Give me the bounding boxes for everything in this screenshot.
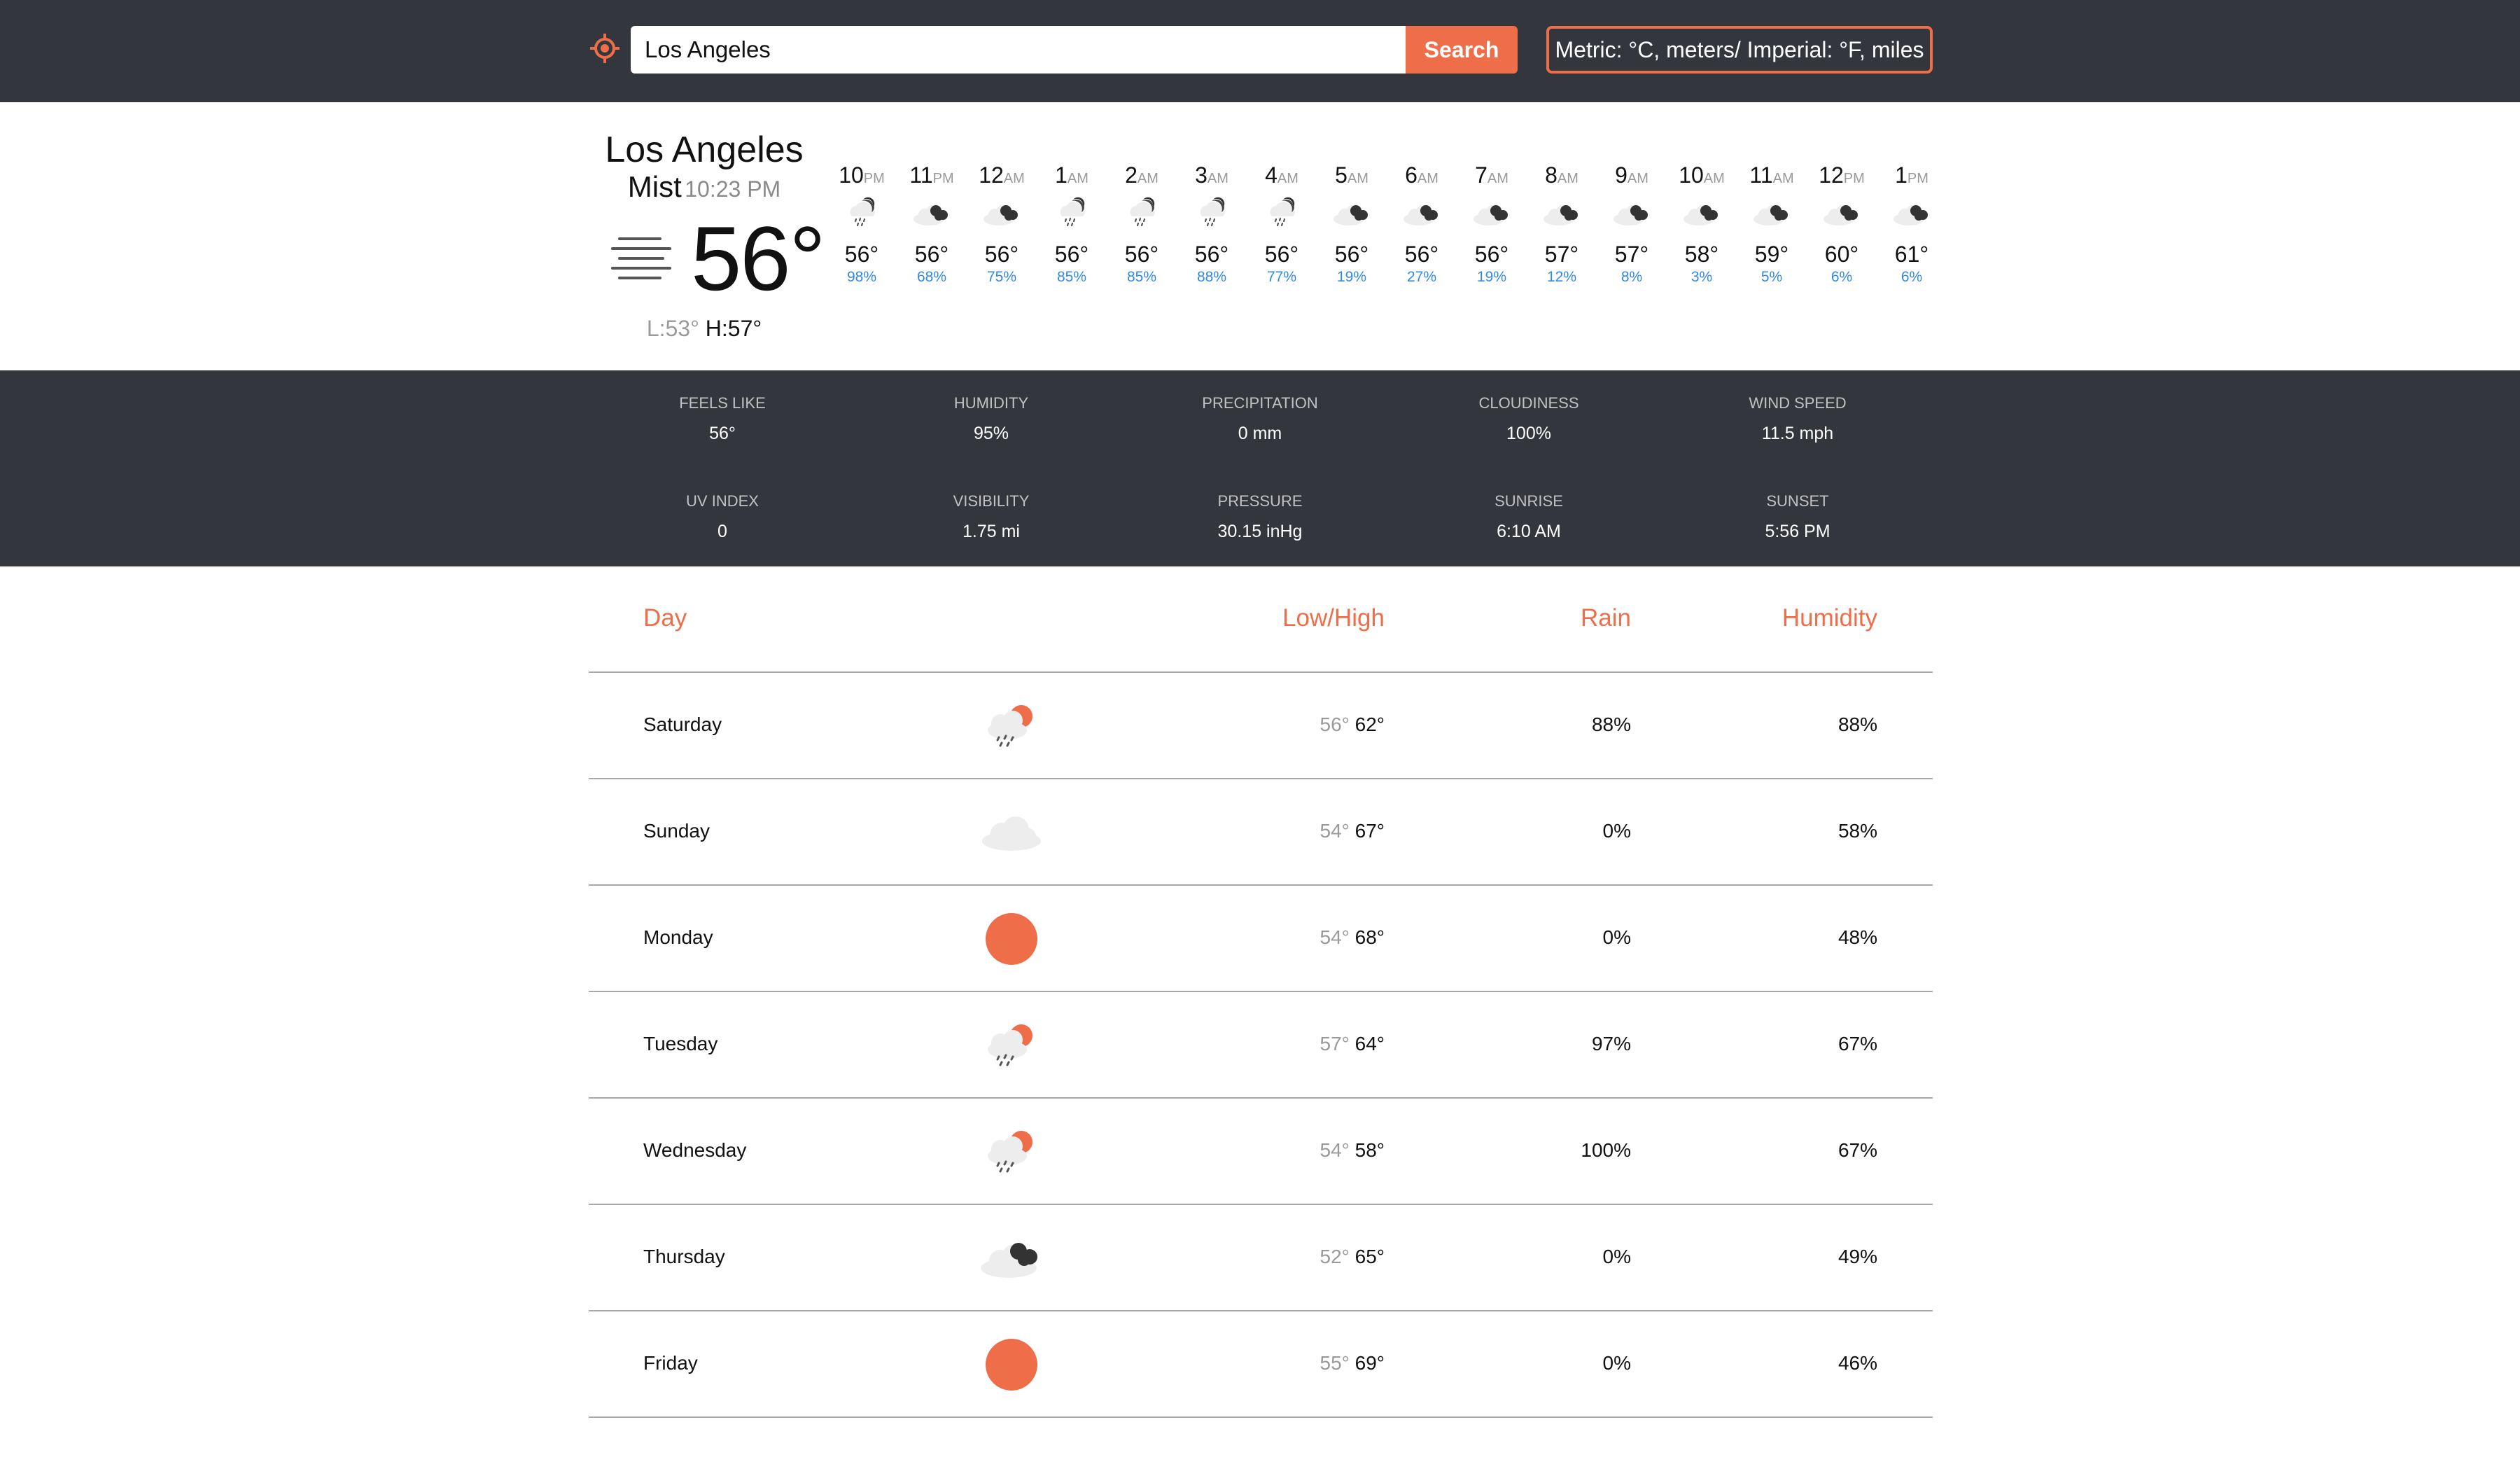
city-name: Los Angeles xyxy=(605,130,804,170)
low-high: 54° 68° xyxy=(1320,926,1385,948)
table-row[interactable] xyxy=(589,779,1933,886)
hour-label: 6AM xyxy=(1405,162,1438,188)
stat-label: PRESSURE xyxy=(1217,492,1303,510)
sun-icon xyxy=(976,1330,1046,1400)
rain-chance: 0% xyxy=(1602,926,1631,948)
header-humidity: Humidity xyxy=(1782,604,1877,632)
hour-temp: 56° xyxy=(1474,242,1509,267)
hour-label: 10PM xyxy=(839,162,885,188)
hour-label: 12PM xyxy=(1819,162,1865,188)
dark-clouds-icon xyxy=(976,1223,1046,1293)
low-high: 57° 64° xyxy=(1320,1033,1385,1054)
hour-label: 9AM xyxy=(1615,162,1648,188)
humidity-value: 46% xyxy=(1837,1352,1877,1374)
table-row[interactable] xyxy=(589,1311,1933,1418)
top-bar-inner xyxy=(589,0,1933,102)
hour-temp: 56° xyxy=(1194,242,1229,267)
stat-value: 6:10 AM xyxy=(1497,522,1561,541)
humidity-value: 67% xyxy=(1837,1033,1877,1054)
humidity-value: 67% xyxy=(1837,1139,1877,1161)
low-high: 55° 69° xyxy=(1320,1352,1385,1374)
rain-chance: 0% xyxy=(1602,1352,1631,1374)
hour-temp: 56° xyxy=(1124,242,1159,267)
table-row[interactable] xyxy=(589,1205,1933,1311)
dark-clouds-icon xyxy=(1821,195,1863,230)
stat-value: 30.15 inHg xyxy=(1217,522,1303,541)
hour-column xyxy=(1737,162,1807,286)
stat-precipitation xyxy=(1141,394,1379,444)
hour-precip: 8% xyxy=(1620,269,1643,285)
stat-sunrise xyxy=(1410,492,1648,542)
humidity-value: 48% xyxy=(1837,926,1877,948)
dark-clouds-icon xyxy=(911,195,953,230)
stat-label: SUNSET xyxy=(1766,492,1829,510)
stat-value: 0 xyxy=(718,522,727,541)
stat-feels-like xyxy=(603,394,841,444)
stat-sunset xyxy=(1679,492,1917,542)
dark-clouds-icon xyxy=(1611,195,1653,230)
rain-cloud-icon xyxy=(1191,195,1233,230)
hour-precip: 68% xyxy=(916,269,947,285)
stat-uv-index xyxy=(603,492,841,542)
day-name: Sunday xyxy=(643,820,710,842)
low-high: 54° 58° xyxy=(1320,1139,1385,1161)
hour-label: 4AM xyxy=(1265,162,1298,188)
hour-precip: 75% xyxy=(986,269,1017,285)
hour-precip: 6% xyxy=(1830,269,1853,285)
stat-value: 95% xyxy=(973,424,1009,443)
hour-temp: 56° xyxy=(1264,242,1299,267)
rain-cloud-icon xyxy=(1261,195,1303,230)
current-low-high xyxy=(589,316,820,342)
sun-icon xyxy=(976,904,1046,974)
hour-label: 3AM xyxy=(1195,162,1228,188)
table-row[interactable] xyxy=(589,886,1933,992)
stat-value: 5:56 PM xyxy=(1765,522,1830,541)
mist-icon xyxy=(610,232,673,288)
hour-temp: 56° xyxy=(1334,242,1369,267)
dark-clouds-icon xyxy=(981,195,1023,230)
sun-rain-cloud-icon xyxy=(976,1117,1046,1187)
hour-label: 7AM xyxy=(1475,162,1508,188)
hour-precip: 98% xyxy=(846,269,877,285)
stat-label: PRECIPITATION xyxy=(1202,394,1318,412)
hour-column xyxy=(1807,162,1877,286)
hour-label: 2AM xyxy=(1125,162,1158,188)
rain-cloud-icon xyxy=(841,195,883,230)
dark-clouds-icon xyxy=(1891,195,1933,230)
current-high: H:57° xyxy=(705,316,762,341)
header-rain: Rain xyxy=(1581,604,1631,632)
dark-clouds-icon xyxy=(1471,195,1513,230)
stat-label: HUMIDITY xyxy=(953,394,1029,412)
search-button[interactable]: Search xyxy=(1406,26,1518,74)
humidity-value: 58% xyxy=(1837,820,1877,842)
hour-label: 1PM xyxy=(1895,162,1928,188)
rain-chance: 97% xyxy=(1591,1033,1631,1054)
table-row[interactable] xyxy=(589,992,1933,1099)
hour-column xyxy=(1457,162,1527,286)
low-high: 54° 67° xyxy=(1320,820,1385,842)
current-time: 10:23 PM xyxy=(685,176,781,202)
day-name: Wednesday xyxy=(643,1139,747,1161)
row-divider xyxy=(589,1416,1933,1418)
table-row[interactable] xyxy=(589,1099,1933,1205)
hour-column xyxy=(1387,162,1457,286)
hour-column xyxy=(1317,162,1387,286)
search-input[interactable] xyxy=(631,26,1434,74)
stat-value: 11.5 mph xyxy=(1761,424,1834,443)
condition-text: Mist xyxy=(627,170,682,203)
sun-rain-cloud-icon xyxy=(976,1010,1046,1080)
day-name: Friday xyxy=(643,1352,698,1374)
hour-precip: 88% xyxy=(1196,269,1227,285)
hour-column xyxy=(1667,162,1737,286)
hour-precip: 19% xyxy=(1336,269,1367,285)
hour-precip: 19% xyxy=(1476,269,1507,285)
stat-label: FEELS LIKE xyxy=(679,394,766,412)
dark-clouds-icon xyxy=(1681,195,1723,230)
hour-column xyxy=(827,162,897,286)
hour-temp: 56° xyxy=(844,242,879,267)
hour-temp: 58° xyxy=(1684,242,1719,267)
header-day: Day xyxy=(643,604,687,632)
current-temperature: 56° xyxy=(691,207,825,309)
current-low: L:53° xyxy=(646,316,699,341)
day-name: Tuesday xyxy=(643,1033,718,1054)
stat-label: SUNRISE xyxy=(1494,492,1563,510)
hour-temp: 56° xyxy=(984,242,1019,267)
stat-value: 1.75 mi xyxy=(962,522,1020,541)
hour-column xyxy=(1247,162,1317,286)
hour-precip: 27% xyxy=(1406,269,1437,285)
dark-clouds-icon xyxy=(1331,195,1373,230)
stat-value: 100% xyxy=(1506,424,1551,443)
hour-precip: 85% xyxy=(1126,269,1157,285)
sun-rain-cloud-icon xyxy=(976,691,1046,761)
current-weather xyxy=(589,102,1933,370)
hour-temp: 60° xyxy=(1824,242,1859,267)
stat-humidity xyxy=(872,394,1110,444)
stat-value: 0 mm xyxy=(1238,424,1282,443)
condition-row xyxy=(589,170,820,204)
hour-label: 11PM xyxy=(909,162,954,188)
rain-chance: 100% xyxy=(1581,1139,1631,1161)
day-name: Monday xyxy=(643,926,713,948)
hour-column xyxy=(897,162,967,286)
top-bar xyxy=(0,0,2520,102)
humidity-value: 88% xyxy=(1837,713,1877,735)
hour-temp: 59° xyxy=(1754,242,1789,267)
table-row[interactable] xyxy=(589,673,1933,779)
low-high: 56° 62° xyxy=(1320,713,1385,735)
rain-chance: 88% xyxy=(1591,713,1631,735)
hour-precip: 85% xyxy=(1056,269,1087,285)
hour-column xyxy=(1107,162,1177,286)
hour-label: 1AM xyxy=(1055,162,1088,188)
cloud-icon xyxy=(976,798,1046,868)
hour-precip: 3% xyxy=(1690,269,1713,285)
hour-column xyxy=(1177,162,1247,286)
rain-cloud-icon xyxy=(1121,195,1163,230)
hour-temp: 56° xyxy=(1404,242,1439,267)
hour-label: 10AM xyxy=(1679,162,1725,188)
dark-clouds-icon xyxy=(1401,195,1443,230)
hour-column xyxy=(967,162,1037,286)
hour-column xyxy=(1597,162,1667,286)
hour-column xyxy=(1527,162,1597,286)
hour-temp: 56° xyxy=(1054,242,1089,267)
locate-icon[interactable] xyxy=(589,32,621,64)
rain-chance: 0% xyxy=(1602,1246,1631,1267)
hour-column xyxy=(1877,162,1933,286)
low-high: 52° 65° xyxy=(1320,1246,1385,1267)
stat-pressure xyxy=(1141,492,1379,542)
hour-precip: 77% xyxy=(1266,269,1297,285)
day-name: Thursday xyxy=(643,1246,725,1267)
units-toggle-button[interactable]: Metric: °C, meters/ Imperial: °F, miles xyxy=(1546,26,1933,74)
stat-label: WIND SPEED xyxy=(1749,394,1847,412)
hour-label: 12AM xyxy=(979,162,1025,188)
hour-precip: 5% xyxy=(1760,269,1783,285)
hour-temp: 57° xyxy=(1614,242,1649,267)
weather-details xyxy=(0,370,2520,566)
hour-temp: 61° xyxy=(1894,242,1929,267)
day-name: Saturday xyxy=(643,713,722,735)
hour-column xyxy=(1037,162,1107,286)
stat-label: CLOUDINESS xyxy=(1478,394,1579,412)
hourly-forecast[interactable] xyxy=(827,162,1933,302)
hour-temp: 57° xyxy=(1544,242,1579,267)
stat-wind-speed xyxy=(1679,394,1917,444)
dark-clouds-icon xyxy=(1751,195,1793,230)
header-low-high: Low/High xyxy=(1282,604,1385,632)
rain-chance: 0% xyxy=(1602,820,1631,842)
hour-temp: 56° xyxy=(914,242,949,267)
humidity-value: 49% xyxy=(1837,1246,1877,1267)
hour-label: 11AM xyxy=(1749,162,1794,188)
stat-visibility xyxy=(872,492,1110,542)
hour-precip: 6% xyxy=(1900,269,1923,285)
stat-cloudiness xyxy=(1410,394,1648,444)
rain-cloud-icon xyxy=(1051,195,1093,230)
stat-label: UV INDEX xyxy=(686,492,759,510)
dark-clouds-icon xyxy=(1541,195,1583,230)
hour-precip: 12% xyxy=(1546,269,1577,285)
hour-label: 8AM xyxy=(1545,162,1578,188)
stat-label: VISIBILITY xyxy=(953,492,1030,510)
stat-value: 56° xyxy=(709,424,736,443)
hour-label: 5AM xyxy=(1335,162,1368,188)
